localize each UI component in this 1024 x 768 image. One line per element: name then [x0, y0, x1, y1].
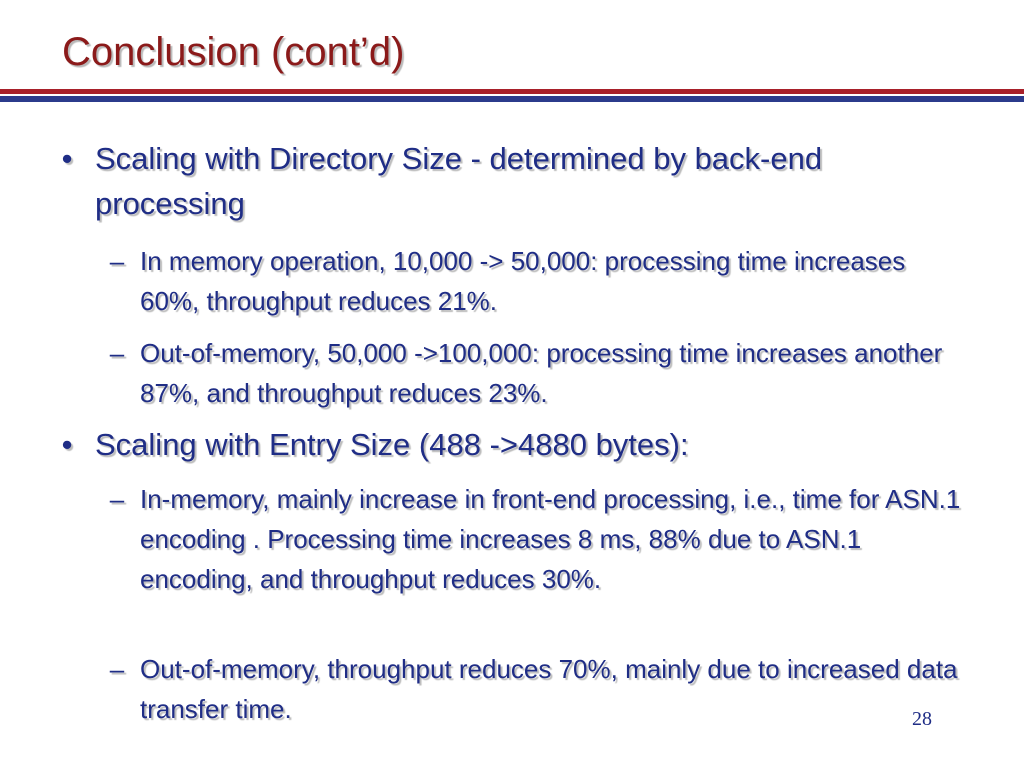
- sub-bullet-in-memory-directory: [109, 241, 970, 321]
- sub-bullet-marker: –: [109, 246, 125, 276]
- bullet-directory-size: [61, 136, 895, 226]
- sub-bullet-text: In-memory, mainly increase in front-end processing, i.e., time for ASN.1 encoding . Processing time increases 8 ms, 88% due to ASN.1 encoding, and throughput reduces 30%.: [140, 484, 961, 594]
- sub-bullet-out-of-memory-entry: [109, 649, 970, 729]
- sub-bullet-marker: –: [109, 484, 125, 514]
- bullet-marker: •: [61, 427, 73, 462]
- bullet-text: Scaling with Directory Size - determined by back-end processing: [95, 141, 823, 221]
- sub-bullet-in-memory-entry: [109, 479, 970, 599]
- sub-bullet-out-of-memory-directory: [109, 333, 970, 413]
- title-divider-blue: [0, 96, 1024, 102]
- page-number: 28: [912, 708, 932, 730]
- sub-bullet-text: In memory operation, 10,000 -> 50,000: processing time increases 60%, throughput reduces 21%.: [140, 246, 906, 316]
- bullet-marker: •: [61, 141, 73, 176]
- sub-bullet-text: Out-of-memory, throughput reduces 70%, mainly due to increased data transfer time.: [140, 654, 958, 724]
- title-divider-red: [0, 89, 1024, 94]
- sub-bullet-text: Out-of-memory, 50,000 ->100,000: processing time increases another 87%, and throughput reduces 23%.: [140, 338, 943, 408]
- sub-bullet-marker: –: [109, 654, 125, 684]
- bullet-text: Scaling with Entry Size (488 ->4880 bytes):: [95, 427, 689, 462]
- slide-title: Conclusion (cont’d): [62, 30, 405, 74]
- bullet-entry-size: [61, 422, 895, 467]
- sub-bullet-marker: –: [109, 338, 125, 368]
